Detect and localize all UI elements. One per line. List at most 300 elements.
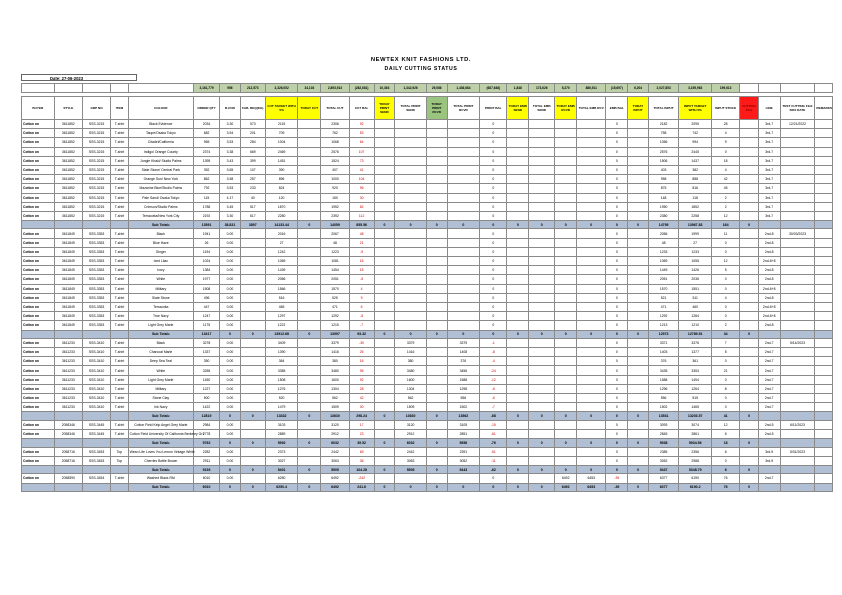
table-cell: [298, 447, 321, 456]
table-cell: [374, 420, 395, 429]
table-cell: 1437: [679, 156, 712, 165]
table-cell: Cotton on: [22, 138, 55, 147]
table-cell: 1298: [447, 384, 480, 393]
table-cell: Cotton on: [22, 156, 55, 165]
table-cell: [507, 312, 529, 321]
table-cell: [426, 238, 447, 247]
table-cell: 2nd-6+8: [758, 284, 780, 293]
table-row: [22, 357, 833, 366]
table-cell: 824: [265, 184, 298, 193]
table-cell: [577, 447, 606, 456]
table-cell: 2058716: [54, 456, 82, 465]
column-header: PRINT BAL: [480, 97, 507, 120]
table-cell: [426, 165, 447, 174]
empty-cell: [111, 412, 128, 420]
table-cell: -30: [349, 338, 374, 347]
table-cell: 0: [480, 156, 507, 165]
table-cell: [298, 338, 321, 347]
table-cell: [740, 420, 759, 429]
table-cell: [507, 266, 529, 275]
table-cell: 28: [349, 384, 374, 393]
column-header: REMARKS: [815, 97, 833, 120]
subtotal-cell: 0: [628, 221, 649, 229]
table-cell: 23: [349, 429, 374, 438]
table-cell: 3611849: [54, 229, 82, 238]
subtotal-cell: 13912.68: [265, 330, 298, 338]
table-cell: [426, 175, 447, 184]
subtotal-cell: 0: [426, 221, 447, 229]
table-cell: [298, 120, 321, 129]
subtotal-cell: 0: [628, 483, 649, 491]
table-cell: T-shirt: [111, 211, 128, 220]
table-cell: Taupe/Osaka Tokyo: [128, 129, 193, 138]
table-cell: 6010: [193, 474, 219, 483]
total-cell: 10,363: [374, 84, 395, 93]
table-cell: 994: [679, 138, 712, 147]
table-row: [22, 193, 833, 202]
table-cell: 1509: [321, 403, 349, 412]
table-cell: 2356: [679, 447, 712, 456]
table-cell: Slate Stone: [128, 293, 193, 302]
column-header: CUT TARGET WITH 5%: [265, 97, 298, 120]
column-header: CUTTING FILE: [740, 97, 759, 120]
table-cell: 0: [606, 165, 628, 174]
table-cell: 7: [712, 338, 740, 347]
table-cell: 2nd-8: [758, 229, 780, 238]
table-cell: [426, 184, 447, 193]
table-cell: [555, 175, 577, 184]
table-cell: [780, 275, 815, 284]
table-cell: [740, 275, 759, 284]
table-cell: SSS-3410: [82, 338, 110, 347]
table-cell: 3409: [265, 338, 298, 347]
table-cell: 471: [648, 302, 678, 311]
table-cell: 2380: [648, 211, 678, 220]
table-cell: [577, 184, 606, 193]
table-cell: [577, 120, 606, 129]
table-cell: 2056: [265, 275, 298, 284]
column-header: INPUT STOCK: [712, 97, 740, 120]
table-cell: [529, 165, 555, 174]
column-header: TODAY EMB SEND: [507, 97, 529, 120]
table-cell: 1194: [193, 247, 219, 256]
subtotal-cell: 0: [507, 439, 529, 447]
subtotal-cell: 0: [507, 465, 529, 473]
table-cell: SSS-3353: [82, 266, 110, 275]
empty-cell: [758, 330, 780, 338]
table-cell: [780, 202, 815, 211]
subtotal-cell: 0: [555, 412, 577, 420]
table-cell: 2442: [321, 447, 349, 456]
subtotal-row: [22, 412, 833, 420]
table-cell: Military: [128, 384, 193, 393]
table-cell: 3611852: [54, 211, 82, 220]
subtotal-cell: 0: [240, 483, 265, 491]
table-cell: 5/31/2023: [780, 447, 815, 456]
subtotal-cell: 5401: [265, 465, 298, 473]
table-cell: [577, 257, 606, 266]
table-cell: SSS-3410: [82, 357, 110, 366]
table-cell: [374, 129, 395, 138]
table-cell: [780, 266, 815, 275]
table-cell: 0: [712, 302, 740, 311]
table-cell: [628, 456, 649, 465]
subtotal-cell: 0: [220, 465, 241, 473]
subtotal-cell: 34: [712, 330, 740, 338]
table-cell: 2058590: [54, 474, 82, 483]
table-cell: 3611849: [54, 302, 82, 311]
empty-cell: [54, 439, 82, 447]
table-cell: [628, 348, 649, 357]
table-cell: 1292: [648, 312, 678, 321]
table-cell: 0.00: [220, 293, 241, 302]
subtotal-label: Sub Total=: [128, 412, 193, 420]
table-cell: True Navy: [128, 312, 193, 321]
table-cell: [395, 211, 427, 220]
subtotal-cell: 0: [447, 221, 480, 229]
table-cell: Cotton on: [22, 375, 55, 384]
table-cell: [740, 129, 759, 138]
table-cell: [780, 129, 815, 138]
table-cell: 3.30: [220, 211, 241, 220]
column-header: TODAY PRINT RCVD: [426, 97, 447, 120]
table-cell: 1000: [321, 175, 349, 184]
table-cell: [555, 375, 577, 384]
table-cell: -11: [480, 456, 507, 465]
table-cell: 17: [349, 420, 374, 429]
table-cell: [298, 211, 321, 220]
table-cell: 3611849: [54, 266, 82, 275]
table-cell: [298, 138, 321, 147]
table-cell: [628, 165, 649, 174]
table-cell: 0: [480, 247, 507, 256]
table-cell: T-shirt: [111, 384, 128, 393]
table-cell: [374, 456, 395, 465]
table-cell: Cotton on: [22, 429, 55, 438]
table-cell: 2nd-7: [758, 357, 780, 366]
table-cell: 1788: [193, 202, 219, 211]
empty-cell: [815, 412, 833, 420]
table-cell: [815, 384, 833, 393]
empty-cell: [82, 483, 110, 491]
empty-cell: [758, 465, 780, 473]
column-header: TOTAL EMB SEND: [529, 97, 555, 120]
subtotal-cell: 0: [740, 439, 759, 447]
table-cell: 1416: [321, 348, 349, 357]
table-cell: [555, 156, 577, 165]
table-cell: T-shirt: [111, 129, 128, 138]
table-cell: -1: [480, 338, 507, 347]
subtotal-cell: 0: [426, 483, 447, 491]
table-cell: [529, 474, 555, 483]
column-header: TODAY INPUT: [628, 97, 649, 120]
subtotal-cell: 0: [426, 330, 447, 338]
table-row: [22, 229, 833, 238]
table-cell: 1247: [193, 312, 219, 321]
table-cell: 2nd-8: [758, 266, 780, 275]
table-cell: Washed Black-Rfd: [128, 474, 193, 483]
table-cell: [815, 338, 833, 347]
table-cell: 0: [606, 129, 628, 138]
table-row: [22, 429, 833, 438]
table-cell: 1081: [321, 257, 349, 266]
table-cell: [529, 357, 555, 366]
table-cell: [555, 456, 577, 465]
subtotal-cell: 39.52: [349, 439, 374, 447]
table-cell: 3rd-7: [758, 193, 780, 202]
table-cell: [628, 193, 649, 202]
table-cell: [780, 312, 815, 321]
total-cell: 24,103: [298, 84, 321, 93]
table-cell: 875: [648, 184, 678, 193]
table-cell: [395, 229, 427, 238]
table-cell: [529, 193, 555, 202]
table-cell: 3611852: [54, 138, 82, 147]
table-cell: [447, 120, 480, 129]
table-cell: 82: [349, 202, 374, 211]
table-cell: [298, 266, 321, 275]
table-cell: [815, 138, 833, 147]
table-cell: [740, 321, 759, 330]
table-cell: 21: [712, 366, 740, 375]
table-cell: [577, 420, 606, 429]
table-cell: [780, 394, 815, 403]
table-cell: Cotton on: [22, 447, 55, 456]
total-cell: 3,326,052: [265, 84, 298, 93]
table-row: [22, 211, 833, 220]
table-cell: [529, 266, 555, 275]
table-cell: 107: [240, 165, 265, 174]
table-cell: Orange Sun/ New York: [128, 175, 193, 184]
table-cell: [780, 429, 815, 438]
table-cell: [815, 266, 833, 275]
table-cell: Cotton on: [22, 257, 55, 266]
table-cell: [815, 447, 833, 456]
table-cell: 11: [712, 229, 740, 238]
table-cell: [426, 202, 447, 211]
table-cell: 30: [349, 403, 374, 412]
table-cell: [628, 184, 649, 193]
subtotal-cell: 5443: [447, 465, 480, 473]
empty-cell: [815, 330, 833, 338]
table-cell: 2nd-7: [758, 348, 780, 357]
table-cell: Cotton on: [22, 456, 55, 465]
table-cell: [447, 257, 480, 266]
table-cell: [577, 229, 606, 238]
subtotal-cell: 0: [606, 221, 628, 229]
table-cell: [374, 184, 395, 193]
table-cell: 3611852: [54, 147, 82, 156]
table-cell: Cotton on: [22, 175, 55, 184]
table-cell: T-shirt: [111, 120, 128, 129]
table-cell: 407: [321, 165, 349, 174]
subtotal-cell: 0: [555, 439, 577, 447]
table-cell: Iced Lilac: [128, 257, 193, 266]
total-cell: 956: [220, 84, 241, 93]
table-cell: SSS-3215: [82, 138, 110, 147]
empty-cell: [82, 412, 110, 420]
table-cell: [780, 384, 815, 393]
table-cell: [298, 348, 321, 357]
table-cell: [374, 394, 395, 403]
table-cell: Cotton on: [22, 247, 55, 256]
table-cell: 2391: [447, 447, 480, 456]
subtotal-cell: 0: [447, 483, 480, 491]
table-cell: 120: [265, 193, 298, 202]
table-cell: [740, 384, 759, 393]
table-cell: [395, 193, 427, 202]
subtotal-cell: 0: [529, 465, 555, 473]
total-cell: 29,086: [426, 84, 447, 93]
table-cell: [529, 375, 555, 384]
table-cell: [426, 284, 447, 293]
table-cell: [529, 229, 555, 238]
table-cell: 42: [349, 394, 374, 403]
table-cell: 500: [193, 394, 219, 403]
table-cell: [240, 384, 265, 393]
empty-cell: [780, 483, 815, 491]
table-cell: SSS-3353: [82, 293, 110, 302]
table-cell: [529, 429, 555, 438]
table-cell: [426, 293, 447, 302]
table-cell: [426, 348, 447, 357]
table-cell: [374, 348, 395, 357]
table-cell: 3611849: [54, 321, 82, 330]
table-cell: [426, 129, 447, 138]
table-row: [22, 302, 833, 311]
table-cell: 896: [265, 175, 298, 184]
column-header-row: [22, 97, 833, 120]
table-cell: [374, 321, 395, 330]
table-cell: 0: [480, 312, 507, 321]
table-cell: 1509: [395, 403, 427, 412]
table-cell: 1454: [321, 266, 349, 275]
table-cell: 0.00: [220, 384, 241, 393]
table-cell: [555, 138, 577, 147]
table-cell: [529, 366, 555, 375]
table-cell: 0: [606, 312, 628, 321]
table-cell: [577, 384, 606, 393]
table-cell: 2469: [265, 147, 298, 156]
table-cell: [298, 456, 321, 465]
table-cell: [628, 156, 649, 165]
table-cell: 118: [679, 193, 712, 202]
subtotal-cell: 3897: [240, 221, 265, 229]
table-cell: 1941: [193, 229, 219, 238]
table-cell: [374, 338, 395, 347]
empty-cell: [22, 84, 55, 93]
table-cell: T-shirt: [111, 312, 128, 321]
subtotal-cell: 0: [426, 412, 447, 420]
table-cell: 4: [349, 284, 374, 293]
table-cell: 104: [349, 175, 374, 184]
table-cell: 0: [480, 165, 507, 174]
table-cell: 0.00: [220, 403, 241, 412]
table-cell: [628, 120, 649, 129]
table-cell: [628, 293, 649, 302]
table-cell: [628, 429, 649, 438]
table-cell: [740, 302, 759, 311]
table-row: [22, 156, 833, 165]
table-cell: T-shirt: [111, 474, 128, 483]
table-cell: SSS-3353: [82, 238, 110, 247]
table-cell: [555, 247, 577, 256]
table-cell: T-shirt: [111, 394, 128, 403]
table-cell: 2nd-6+8: [758, 257, 780, 266]
subtotal-cell: 6032: [395, 439, 427, 447]
table-cell: 465: [265, 302, 298, 311]
table-cell: 3.53: [220, 138, 241, 147]
table-cell: [577, 275, 606, 284]
table-cell: 1276: [265, 384, 298, 393]
table-cell: [780, 284, 815, 293]
table-cell: [555, 266, 577, 275]
table-cell: 0: [606, 266, 628, 275]
table-cell: 2nd-8: [758, 321, 780, 330]
table-cell: 0: [606, 348, 628, 357]
table-cell: 380: [321, 357, 349, 366]
table-cell: 15: [349, 266, 374, 275]
table-cell: 53: [349, 129, 374, 138]
table-cell: 0: [606, 184, 628, 193]
subtotal-row: [22, 465, 833, 473]
table-cell: Cotton on: [22, 229, 55, 238]
empty-cell: [780, 439, 815, 447]
table-cell: 0: [712, 394, 740, 403]
table-cell: 2nd-7: [758, 338, 780, 347]
table-cell: [740, 293, 759, 302]
table-cell: [374, 165, 395, 174]
table-cell: 28: [712, 120, 740, 129]
table-cell: 2051: [321, 275, 349, 284]
table-cell: 0: [606, 429, 628, 438]
table-cell: [507, 474, 529, 483]
table-cell: 517: [240, 202, 265, 211]
table-cell: [577, 175, 606, 184]
empty-cell: [815, 483, 833, 491]
table-cell: [529, 420, 555, 429]
table-cell: 0: [480, 138, 507, 147]
table-cell: -24: [480, 366, 507, 375]
table-cell: 742: [679, 129, 712, 138]
table-cell: 150: [321, 193, 349, 202]
subtotal-cell: -39: [606, 483, 628, 491]
column-header: STYLE: [54, 97, 82, 120]
table-cell: 1408: [447, 348, 480, 357]
table-cell: -7: [349, 321, 374, 330]
table-cell: [529, 202, 555, 211]
table-cell: [374, 429, 395, 438]
table-cell: 3435: [648, 366, 678, 375]
table-cell: [628, 447, 649, 456]
table-cell: [529, 302, 555, 311]
table-cell: 792: [193, 184, 219, 193]
table-cell: 3611849: [54, 247, 82, 256]
table-cell: 1502: [447, 403, 480, 412]
subtotal-cell: 0: [577, 330, 606, 338]
table-cell: 3027: [265, 456, 298, 465]
table-cell: SSS-3410: [82, 348, 110, 357]
table-cell: [555, 348, 577, 357]
table-cell: SSS-3215: [82, 165, 110, 174]
table-cell: 3rd-7: [758, 138, 780, 147]
table-cell: Top: [111, 447, 128, 456]
table-cell: 233: [240, 184, 265, 193]
table-cell: [815, 175, 833, 184]
empty-cell: [54, 465, 82, 473]
empty-cell: [815, 221, 833, 229]
table-row: [22, 184, 833, 193]
